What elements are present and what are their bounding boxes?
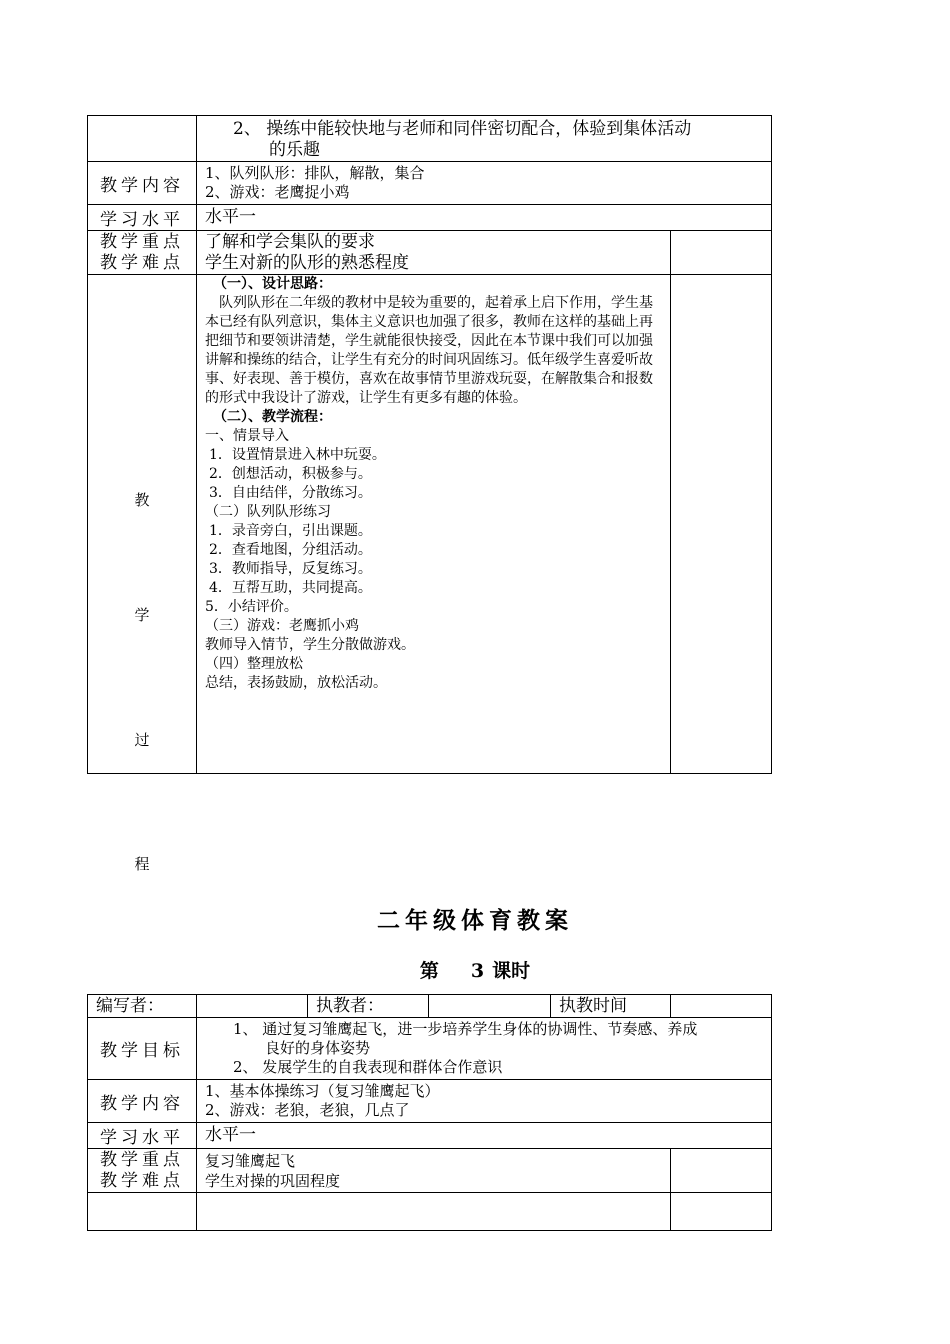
key-notes-cell (671, 1149, 772, 1193)
empty-label-cell (88, 1193, 197, 1231)
flow-line: 3．自由结伴，分散练习。 (209, 485, 372, 501)
time-value-cell (671, 995, 772, 1018)
content-cell (197, 1080, 772, 1123)
content-item: 2、游戏：老狼，老狼，几点了 (205, 1101, 410, 1119)
key-value: 了解和学会集队的要求 (205, 231, 375, 252)
flow-line: 4．互帮互助，共同提高。 (209, 580, 372, 596)
key-difficulty-labels (88, 231, 197, 275)
goal-row (88, 1018, 772, 1080)
level-label: 学习水平 (88, 205, 197, 231)
process-label-char: 程 (134, 855, 150, 873)
level-value: 水平一 (197, 1123, 772, 1149)
flow-heading: （二）、教学流程： (213, 409, 332, 425)
difficulty-label: 教学难点 (100, 1170, 184, 1191)
goal-row (88, 116, 772, 162)
goal-cell (197, 1018, 772, 1080)
teacher-value-cell (429, 995, 551, 1018)
flow-line: 3．教师指导，反复练习。 (209, 561, 372, 577)
page-title: 二年级体育教案 (377, 907, 573, 934)
flow-line: （二）队列队形练习 (205, 504, 331, 520)
process-notes-cell (671, 275, 772, 774)
key-difficulty-labels (88, 1149, 197, 1193)
goal-item-2-line1: 2、 操练中能较快地与老师和同伴密切配合，体验到集体活动 (233, 119, 692, 139)
level-value: 水平一 (197, 205, 772, 231)
lesson-prefix: 第 (419, 960, 439, 982)
key-difficulty-row (88, 1149, 772, 1193)
content-item: 1、基本体操练习（复习雏鹰起飞） (205, 1082, 440, 1100)
key-label: 教学重点 (100, 231, 184, 252)
empty-row (88, 1193, 772, 1231)
content-row (88, 162, 772, 205)
goal-cell (197, 116, 772, 162)
goal-item-2-line2: 的乐趣 (269, 140, 320, 160)
key-notes-cell (671, 231, 772, 275)
flow-line: 1．录音旁白，引出课题。 (209, 523, 372, 539)
content-cell (197, 162, 772, 205)
flow-line: 2．创想活动，积极参与。 (209, 466, 372, 482)
content-row (88, 1080, 772, 1123)
flow-line: （四）整理放松 (205, 656, 303, 672)
key-difficulty-values (197, 1149, 671, 1193)
process-label-char: 学 (134, 606, 150, 624)
difficulty-label: 教学难点 (100, 252, 184, 273)
process-cell (197, 275, 671, 774)
level-row (88, 205, 772, 231)
content-label: 教学内容 (88, 162, 197, 205)
design-text: 队列队形在二年级的教材中是较为重要的，起着承上启下作用，学生基本已经有队列意识，集体主义意识也加强了很多，教师在这样的基础上再把细节和要领讲清楚，学生就能很快接受，因此在本节课中我们可以加强讲解和操练的结合，让学生有充分的时间巩固练习。低年级学生喜爱听故事、好表现、善于模仿，喜欢在故事情节里游戏玩耍，在解散集合和报数的形式中我设计了游戏，让学生有更多有趣的体验。 (205, 295, 653, 406)
lesson3-table (87, 994, 772, 1231)
flow-line: 1．设置情景进入林中玩耍。 (209, 447, 386, 463)
time-label: 执教时间 (551, 995, 671, 1018)
flow-line: 总结，表扬鼓励，放松活动。 (205, 675, 387, 691)
teacher-label: 执教者： (308, 995, 429, 1018)
goal-item-1-line1: 1、 通过复习雏鹰起飞，进一步培养学生身体的协调性、节奏感、养成 (233, 1020, 698, 1038)
lesson-number: 3 (470, 960, 485, 982)
content-item: 2、游戏：老鹰捉小鸡 (205, 183, 350, 201)
design-heading: （一）、设计思路： (213, 276, 332, 292)
lesson-number-heading (0, 956, 950, 983)
key-label: 教学重点 (100, 1149, 184, 1170)
empty-notes-cell (671, 1193, 772, 1231)
difficulty-value: 学生对操的巩固程度 (205, 1171, 341, 1190)
goal-label-cell (88, 116, 197, 162)
lesson-suffix: 课时 (492, 960, 531, 982)
level-row (88, 1123, 772, 1149)
difficulty-value: 学生对新的队形的熟悉程度 (205, 252, 409, 273)
content-label: 教学内容 (88, 1080, 197, 1123)
flow-line: （三）游戏：老鹰抓小鸡 (205, 618, 359, 634)
level-label: 学习水平 (88, 1123, 197, 1149)
author-value-cell (197, 995, 308, 1018)
process-label-char: 教 (134, 491, 150, 509)
flow-line: 5．小结评价。 (205, 599, 298, 615)
empty-content-cell (197, 1193, 671, 1231)
content-item: 1、队列队形：排队，解散，集合 (205, 164, 425, 182)
key-difficulty-row (88, 231, 772, 275)
goal-item-2: 2、 发展学生的自我表现和群体合作意识 (233, 1058, 503, 1076)
flow-line: 教师导入情节，学生分散做游戏。 (205, 637, 415, 653)
flow-line: 一、情景导入 (205, 428, 289, 444)
process-label-cell (88, 275, 197, 873)
process-row (88, 275, 772, 774)
key-difficulty-values (197, 231, 671, 275)
lesson2-table (87, 115, 772, 873)
goal-label: 教学目标 (88, 1018, 197, 1080)
header-row (88, 995, 772, 1018)
goal-item-1-line2: 良好的身体姿势 (265, 1039, 371, 1057)
key-value: 复习雏鹰起飞 (205, 1151, 296, 1170)
flow-line: 2．查看地图，分组活动。 (209, 542, 372, 558)
author-label: 编写者： (88, 995, 197, 1018)
process-label-char: 过 (134, 731, 150, 749)
